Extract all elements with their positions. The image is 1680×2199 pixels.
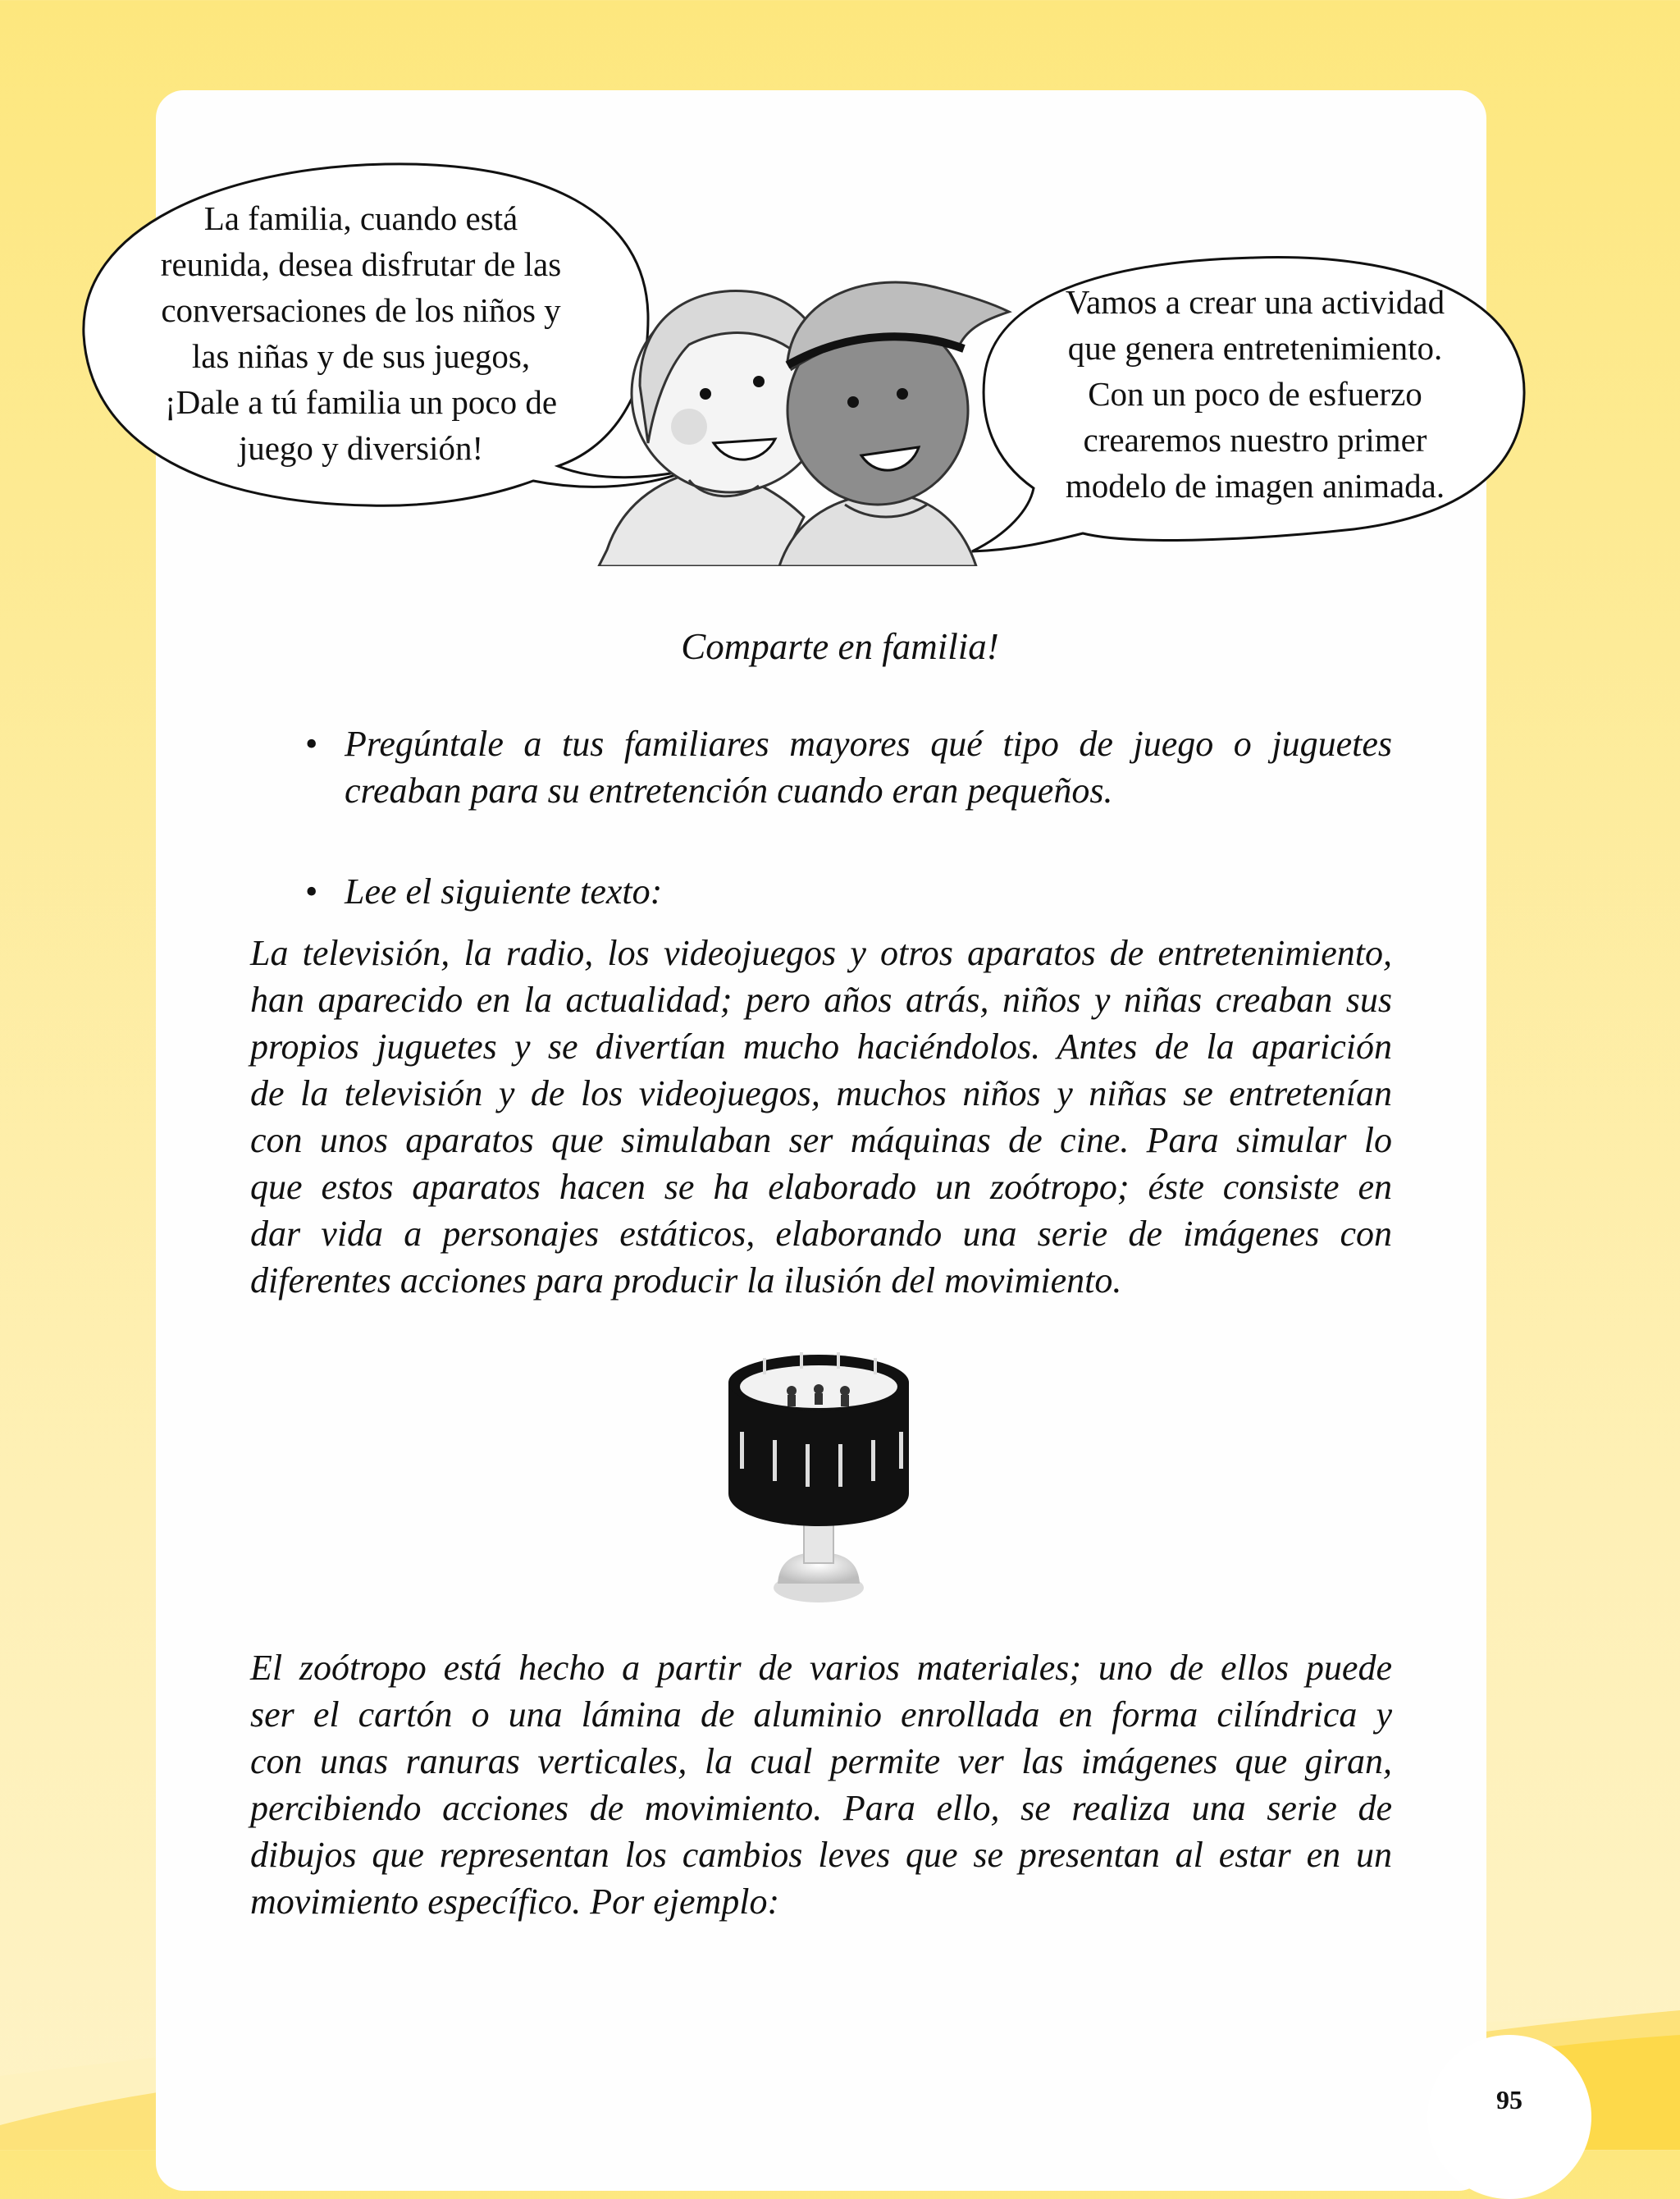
paragraph-line: La televisión, la radio, los videojuegos y otros aparatos de entretenimiento, <box>250 933 1392 973</box>
bubble-right-line: Vamos a crear una actividad <box>1065 283 1445 321</box>
bullet-item <box>305 720 1392 814</box>
paragraph-line: percibiendo acciones de movimiento. Para ello, se realiza una serie de <box>250 1788 1392 1828</box>
bullet-marker: • <box>305 871 318 912</box>
bubble-left-line: reunida, desea disfrutar de las <box>160 245 562 283</box>
paragraph-line: ser el cartón o una lámina de aluminio enrollada en forma cilíndrica y <box>250 1694 1392 1735</box>
bubble-left-line: las niñas y de sus juegos, <box>191 337 531 375</box>
paragraph-line: diferentes acciones para producir la ilusión del movimiento. <box>250 1260 1122 1301</box>
paragraph-line: El zoótropo está hecho a partir de varios materiales; uno de ellos puede <box>250 1648 1392 1688</box>
page-number: 95 <box>1496 2085 1522 2114</box>
bubble-left-line: ¡Dale a tú familia un poco de <box>164 383 558 421</box>
paragraph-line: que estos aparatos hacen se ha elaborado un zoótropo; éste consiste en <box>250 1167 1392 1207</box>
paragraph-line: dar vida a personajes estáticos, elaborando una serie de imágenes con <box>250 1214 1392 1254</box>
paragraph-line: de la televisión y de los videojuegos, muchos niños y niñas se entretenían <box>250 1073 1392 1113</box>
bubble-right-line: crearemos nuestro primer <box>1083 421 1427 459</box>
bullet-marker: • <box>305 724 318 764</box>
paragraph-line: propios juguetes y se divertían mucho haciéndolos. Antes de la aparición <box>250 1026 1392 1067</box>
bubble-right-line: que genera entretenimiento. <box>1067 329 1443 367</box>
bubble-right-line: modelo de imagen animada. <box>1065 467 1445 505</box>
bubble-right-line: Con un poco de esfuerzo <box>1088 375 1422 413</box>
paragraph-zoetrope <box>250 1644 1392 1925</box>
bubble-left-line: conversaciones de los niños y <box>161 291 561 329</box>
bullet-text: Lee el siguiente texto: <box>345 871 663 912</box>
bubble-left-line: La familia, cuando está <box>203 199 518 237</box>
page-number-badge <box>1427 2035 1591 2199</box>
paragraph-line: con unos aparatos que simulaban ser máquinas de cine. Para simular lo <box>250 1120 1392 1160</box>
speech-bubble-right <box>960 246 1534 558</box>
paragraph-line: con unas ranuras verticales, la cual permite ver las imágenes que giran, <box>250 1741 1392 1781</box>
paragraph-line: han aparecido en la actualidad; pero años atrás, niños y niñas creaban sus <box>250 980 1392 1020</box>
paragraph-intro <box>250 930 1392 1304</box>
paragraph-line: movimiento específico. Por ejemplo: <box>250 1881 780 1922</box>
zoetrope-image <box>714 1337 927 1608</box>
bubble-left-line: juego y diversión! <box>238 429 484 467</box>
section-title: Comparte en familia! <box>681 626 999 667</box>
bullet-text: Pregúntale a tus familiares mayores qué tipo de juego o juguetes creaban para su entretención cuando eran pequeños. <box>345 724 1392 811</box>
kids-illustration <box>591 271 1017 566</box>
bullet-item <box>305 868 1392 915</box>
paragraph-line: dibujos que representan los cambios leves que se presentan al estar en un <box>250 1835 1392 1875</box>
